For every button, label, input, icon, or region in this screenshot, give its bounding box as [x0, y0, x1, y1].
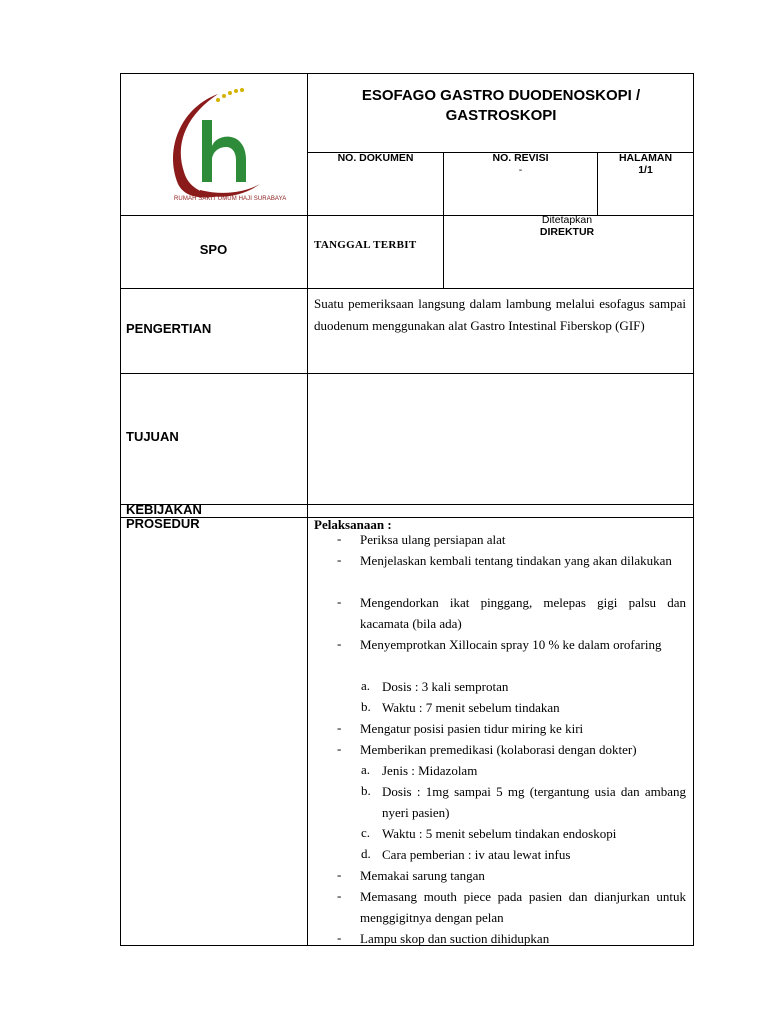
list-dash: -: [337, 888, 342, 903]
table-border-top: [120, 73, 694, 74]
tanggal-terbit-label: TANGGAL TERBIT: [314, 239, 417, 251]
no-revisi-label: NO. REVISI: [492, 152, 549, 164]
list-item: Memasang mouth piece pada pasien dan dianjurkan untuk menggigitnya dengan pelan: [360, 889, 686, 925]
sub-list-item: Waktu : 5 menit sebelum tindakan endoskopi: [382, 826, 617, 841]
spo-label: SPO: [199, 242, 228, 257]
list-dash: -: [337, 930, 342, 945]
sub-list-item: Cara pemberian : iv atau lewat infus: [382, 847, 571, 862]
list-item: Mengatur posisi pasien tidur miring ke kiri: [360, 721, 584, 736]
title-line-1: ESOFAGO GASTRO DUODENOSKOPI /: [361, 87, 641, 104]
list-dash: -: [337, 636, 342, 651]
table-border-left: [120, 73, 121, 946]
no-revisi-value: -: [518, 164, 523, 176]
row-divider-prosedur: [120, 517, 694, 518]
list-item: Lampu skop dan suction dihidupkan: [360, 931, 550, 946]
list-item: Memberikan premedikasi (kolaborasi dengan dokter): [360, 742, 637, 757]
list-item: Menjelaskan kembali tentang tindakan yang akan dilakukan: [360, 553, 672, 568]
list-dash: -: [337, 531, 342, 546]
list-item: Mengendorkan ikat pinggang, melepas gigi palsu dan kacamata (bila ada): [360, 595, 686, 631]
sub-list-item: Jenis : Midazolam: [382, 763, 478, 778]
row-divider-pengertian: [120, 288, 694, 289]
label-column-divider: [307, 73, 308, 946]
list-dash: -: [337, 720, 342, 735]
halaman-value: 1/1: [638, 164, 653, 176]
row-divider-tujuan: [120, 373, 694, 374]
halaman-label: HALAMAN: [618, 152, 673, 164]
list-dash: -: [337, 867, 342, 882]
no-dokumen-label: NO. DOKUMEN: [337, 152, 414, 164]
sub-list-item: Dosis : 1mg sampai 5 mg (tergantung usia dan ambang nyeri pasien): [382, 784, 686, 820]
kebijakan-label: KEBIJAKAN: [126, 502, 202, 517]
hospital-logo: [160, 80, 270, 210]
title-line-2: GASTROSKOPI: [445, 107, 557, 124]
sub-list-marker: b.: [361, 699, 371, 714]
document-title: [308, 86, 694, 126]
sub-list-marker: c.: [361, 825, 371, 840]
sub-list-item: Dosis : 3 kali semprotan: [382, 679, 509, 694]
pelaksanaan-heading: Pelaksanaan :: [314, 517, 392, 532]
list-dash: -: [337, 741, 342, 756]
logo-h-icon: [160, 80, 270, 210]
prosedur-label: PROSEDUR: [126, 516, 200, 531]
sub-list-marker: a.: [361, 762, 371, 777]
tujuan-label: TUJUAN: [126, 429, 179, 444]
list-item: Periksa ulang persiapan alat: [360, 532, 506, 547]
list-item: Memakai sarung tangan: [360, 868, 485, 883]
list-dash: -: [337, 594, 342, 609]
list-item: Menyemprotkan Xillocain spray 10 % ke dalam orofaring: [360, 637, 662, 652]
pengertian-text: Suatu pemeriksaan langsung dalam lambung melalui esofagus sampai duodenum menggunakan alat Gastro Intestinal Fiberskop (GIF): [314, 296, 686, 333]
list-dash: -: [337, 552, 342, 567]
sub-list-item: Waktu : 7 menit sebelum tindakan: [382, 700, 560, 715]
direktur-label: DIREKTUR: [539, 226, 595, 238]
row-divider-kebijakan: [120, 504, 694, 505]
sub-list-marker: b.: [361, 783, 371, 798]
pengertian-label: PENGERTIAN: [126, 321, 212, 336]
sub-list-marker: a.: [361, 678, 371, 693]
sub-list-marker: d.: [361, 846, 371, 861]
logo-caption: RUMAH SAKIT UMUM HAJI SURABAYA: [174, 196, 287, 202]
ditetapkan-label: Ditetapkan: [541, 214, 593, 226]
table-border-right: [693, 73, 694, 946]
